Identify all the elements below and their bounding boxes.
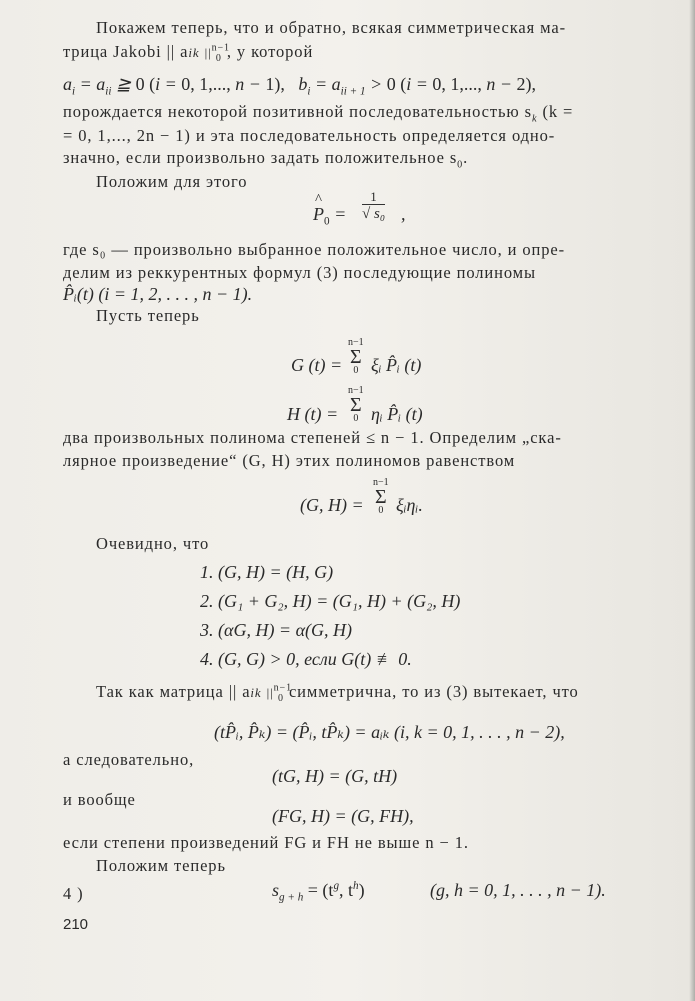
para3-line3: P̂ᵢ(t) (i = 1, 2, . . . , n − 1). [63,284,253,304]
gh-formula-body: ξᵢηᵢ. [396,495,423,515]
p0-comma: , [401,204,406,224]
tp-formula: (tP̂ᵢ, P̂ₖ) = (P̂ᵢ, tP̂ₖ) = aᵢₖ (i, k = 0, 1, . . . , n − 2), [214,722,565,742]
para7-line1: Так как матрица || aik $||^{n-1}_0$ симметрична, то из (3) вытекает, что [96,682,579,705]
property-1: 1. (G, H) = (H, G) [200,562,334,582]
gh-sum: n−1 Σ 0 [373,477,389,516]
p0-fraction: $\frac{1}{\text{√ s₀}}$ [362,189,386,222]
g-sum: n−1 Σ 0 [348,337,364,376]
para10-line1: если степени произведений FG и FH не выше n − 1. [63,833,469,852]
page-edge-shadow [689,0,695,1001]
para1-line5: значно, если произвольно задать положительное $s_0$. [63,148,469,171]
para1-line4: = 0, 1,..., 2n − 1) и эта последовательность определяется одно- [63,126,556,145]
g-formula-body: ξᵢ P̂ᵢ (t) [371,355,422,375]
g-formula-lhs: G (t) = [291,355,343,375]
h-formula-body: ηᵢ P̂ᵢ (t) [371,404,423,424]
para3-line2: делим из реккурентных формул (3) последующие полиномы [63,263,537,282]
fg-formula: (FG, H) = (G, FH), [272,806,414,826]
equation-label: 4 ) [63,884,84,903]
para1-line3: порождается некоторой позитивной последовательностью $s_k$ (k = [63,102,574,125]
p0-formula: ^ $P_0$ = [313,204,346,228]
para5-line2: лярное произведение“ (G, H) этих полиномов равенством [63,451,516,470]
gh-formula-lhs: (G, H) = [300,495,364,515]
para3-line1: где s₀ — произвольно выбранное положительное число, и опре- [63,240,566,259]
para1-line1: Покажем теперь, что и обратно, всякая симметрическая ма- [96,18,566,37]
para5-line1: два произвольных полинома степеней ≤ n − 1. Определим „ска- [63,428,562,447]
property-4: 4. (G, G) > 0, если G(t) ≢ 0. [200,649,412,669]
h-sum: n−1 Σ 0 [348,385,364,424]
tg-formula: (tG, H) = (G, tH) [272,766,398,786]
page-number: 210 [63,916,89,933]
para2-line1: Положим для этого [96,172,248,191]
condition-formula: $a_i = a_{ii}$ ≧ 0 (i = 0, 1,..., n − 1), $b_i = a_{ii + 1} > 0$ (i = 0, 1,..., n − 2), [63,74,536,98]
equation-4-range: (g, h = 0, 1, . . . , n − 1). [430,880,606,900]
para8-line1: а следовательно, [63,750,195,769]
property-3: 3. (αG, H) = α(G, H) [200,620,353,640]
property-2: 2. (G₁ + G₂, H) = (G₁, H) + (G₂, H) [200,591,461,611]
h-formula-lhs: H (t) = [287,404,339,424]
para9-line1: и вообще [63,790,136,809]
para6-line1: Очевидно, что [96,534,210,553]
para1-line2: трица Jakobi || aik $||^{n-1}_0$ , у которой [63,42,314,65]
para10-line2: Положим теперь [96,856,226,875]
equation-4: $s_{g + h} = (t^g$, $t^h$) [272,880,365,904]
para4-line1: Пусть теперь [96,306,200,325]
